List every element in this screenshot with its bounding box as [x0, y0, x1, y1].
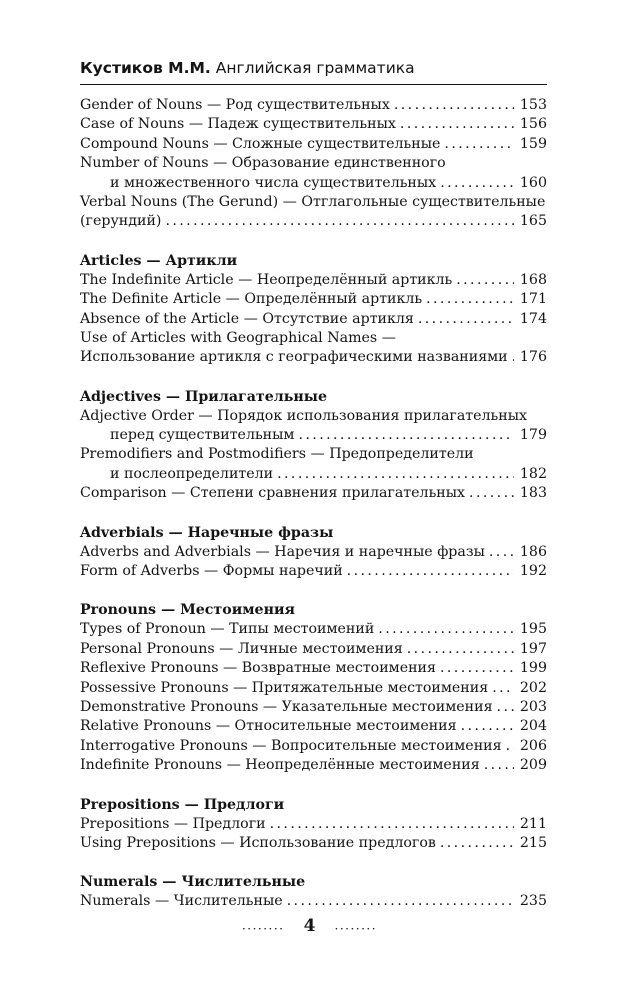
toc-entry-title: Adverbs and Adverbials — Наречия и наречные фразы — [80, 543, 485, 560]
section-heading: Articles — Артикли — [80, 252, 238, 269]
toc-entry-title: Comparison — Степени сравнения прилагательных — [80, 485, 466, 502]
toc-page-number: 195 — [519, 621, 547, 638]
toc-entry-line — [80, 834, 547, 853]
table-of-contents — [80, 96, 547, 931]
toc-entry-title: Interrogative Pronouns — Вопросительные местоимения — [80, 737, 502, 754]
dot-leader — [294, 426, 513, 445]
dot-leader — [457, 717, 514, 736]
toc-entry-title: Absence of the Article — Отсутствие артикля — [80, 310, 414, 327]
toc-page-number: 235 — [519, 893, 547, 910]
toc-entry — [80, 717, 547, 736]
section-heading: Prepositions — Предлоги — [80, 796, 285, 813]
dot-leader — [374, 620, 514, 639]
section-heading: Adverbials — Наречные фразы — [80, 524, 334, 541]
toc-entry — [80, 154, 547, 193]
toc-section — [80, 872, 547, 911]
toc-section — [80, 251, 547, 368]
toc-page-number: 209 — [519, 757, 547, 774]
toc-page-number: 153 — [519, 97, 547, 113]
toc-entry — [80, 135, 547, 154]
toc-section — [80, 795, 547, 854]
toc-entry — [80, 329, 547, 368]
toc-entry-line — [80, 329, 547, 348]
dot-leader — [283, 892, 514, 911]
toc-section — [80, 600, 547, 775]
toc-page-number: 183 — [519, 485, 547, 502]
toc-page-number: 211 — [519, 815, 547, 832]
dot-leader — [465, 484, 514, 503]
toc-entry-line — [80, 620, 547, 639]
toc-page-number: 202 — [519, 679, 547, 696]
toc-entry — [80, 834, 547, 853]
toc-entry-title: Possessive Pronouns — Притяжательные местоимения — [80, 679, 489, 696]
toc-entry-line — [80, 348, 547, 367]
toc-page-number: 176 — [519, 349, 547, 366]
toc-entry-title: Types of Pronoun — Типы местоимений — [80, 621, 375, 638]
toc-entry — [80, 543, 547, 562]
toc-entry-title: Number of Nouns — Образование единственного — [80, 155, 446, 172]
toc-page-number: 168 — [519, 271, 547, 288]
toc-entry — [80, 445, 547, 484]
dot-leader — [436, 659, 514, 678]
toc-entry-line — [80, 407, 547, 426]
toc-entry-line — [80, 679, 547, 698]
toc-entry-line — [80, 445, 547, 464]
toc-entry-line — [80, 96, 547, 115]
dot-leader — [266, 815, 514, 834]
toc-page-number: 174 — [519, 310, 547, 327]
toc-page-number: 171 — [519, 291, 547, 308]
toc-entry-line — [80, 815, 547, 834]
toc-entry-title: и множественного числа существительных — [110, 174, 437, 191]
toc-entry-title: и послеопределители — [110, 465, 274, 482]
toc-entry-title: Relative Pronouns — Относительные местоимения — [80, 718, 457, 735]
toc-page-number: 186 — [519, 543, 547, 560]
dot-leader — [343, 562, 514, 581]
toc-entry — [80, 659, 547, 678]
toc-entry — [80, 193, 547, 232]
toc-page-number: 179 — [519, 427, 547, 444]
dot-leader — [396, 115, 514, 134]
toc-entry-line — [80, 310, 547, 329]
toc-entry-title: Indefinite Pronouns — Неопределённые местоимения — [80, 757, 480, 774]
dot-leader — [485, 543, 514, 562]
toc-entry-title: Adjective Order — Порядок использования прилагательных — [80, 407, 528, 424]
toc-page-number: 160 — [519, 174, 547, 191]
toc-entry-line — [80, 717, 547, 736]
toc-page-number: 159 — [519, 135, 547, 152]
toc-entry-title: Reflexive Pronouns — Возвратные местоимения — [80, 660, 436, 677]
dot-leader — [488, 679, 514, 698]
toc-entry-line — [80, 271, 547, 290]
toc-section — [80, 523, 547, 582]
running-header — [80, 58, 548, 78]
toc-entry-line — [80, 212, 547, 231]
toc-entry — [80, 815, 547, 834]
toc-entry — [80, 407, 547, 446]
footer-ornament-right: ........ — [334, 918, 378, 933]
toc-entry-title: Using Prepositions — Использование предлогов — [80, 834, 436, 851]
toc-entry-title: Gender of Nouns — Род существительных — [80, 97, 390, 113]
toc-entry-title: Premodifiers and Postmodifiers — Предопределители — [80, 446, 474, 463]
dot-leader — [493, 698, 514, 717]
toc-entry-title: Personal Pronouns — Личные местоимения — [80, 640, 403, 657]
toc-entry — [80, 756, 547, 775]
toc-entry — [80, 484, 547, 503]
toc-page-number: 182 — [519, 465, 547, 482]
toc-page-number: 206 — [519, 737, 547, 754]
toc-entry-title: Demonstrative Pronouns — Указательные местоимения — [80, 698, 493, 715]
dot-leader — [390, 96, 514, 115]
page-number: 4 — [303, 915, 316, 936]
toc-entry-line — [80, 154, 547, 173]
toc-entry-line — [80, 892, 547, 911]
toc-entry — [80, 737, 547, 756]
toc-entry-title: перед существительным — [110, 427, 295, 444]
toc-entry — [80, 271, 547, 290]
toc-page-number: 192 — [519, 563, 547, 580]
toc-page-number: 215 — [519, 834, 547, 851]
toc-entry-line — [80, 698, 547, 717]
toc-entry-line — [80, 426, 547, 445]
page-footer — [0, 915, 619, 936]
toc-entry-line — [80, 484, 547, 503]
footer-ornament-left: ........ — [241, 918, 285, 933]
author-name: Кустиков М.М. — [80, 59, 211, 77]
toc-entry-line — [80, 174, 547, 193]
section-heading: Adjectives — Прилагательные — [80, 388, 327, 405]
dot-leader — [452, 271, 514, 290]
dot-leader — [440, 135, 513, 154]
toc-entry-title: Prepositions — Предлоги — [80, 815, 266, 832]
toc-entry-title: Использование артикля с географическими названиями — [80, 349, 508, 366]
dot-leader — [403, 640, 514, 659]
toc-page-number: 156 — [519, 116, 547, 133]
toc-page-number: 204 — [519, 718, 547, 735]
toc-entry — [80, 290, 547, 309]
toc-entry — [80, 892, 547, 911]
toc-entry-line — [80, 465, 547, 484]
toc-page-number: 197 — [519, 640, 547, 657]
dot-leader — [508, 348, 514, 367]
header-rule — [80, 84, 547, 85]
toc-entry-line — [80, 135, 547, 154]
dot-leader — [273, 465, 514, 484]
toc-entry-title: Use of Articles with Geographical Names — — [80, 329, 396, 346]
toc-entry-line — [80, 640, 547, 659]
toc-page-number: 199 — [519, 660, 547, 677]
dot-leader — [422, 290, 514, 309]
toc-section — [80, 387, 547, 504]
book-title: Английская грамматика — [215, 59, 415, 77]
toc-entry-title: (герундий) — [80, 213, 162, 230]
dot-leader — [161, 212, 513, 231]
section-heading: Pronouns — Местоимения — [80, 602, 295, 619]
toc-entry-title: The Indefinite Article — Неопределённый артикль — [80, 271, 453, 288]
toc-entry-line — [80, 290, 547, 309]
toc-entry-line — [80, 193, 547, 212]
toc-page-number: 165 — [519, 213, 547, 230]
section-heading: Numerals — Числительные — [80, 874, 306, 891]
toc-entry-line — [80, 562, 547, 581]
toc-entry — [80, 115, 547, 134]
toc-entry — [80, 698, 547, 717]
toc-entry — [80, 620, 547, 639]
toc-entry — [80, 310, 547, 329]
toc-section — [80, 96, 547, 232]
toc-entry-title: Case of Nouns — Падеж существительных — [80, 116, 396, 133]
dot-leader — [502, 737, 514, 756]
toc-entry — [80, 679, 547, 698]
toc-entry-title: Compound Nouns — Сложные существительные — [80, 135, 441, 152]
toc-entry — [80, 562, 547, 581]
toc-entry-line — [80, 737, 547, 756]
dot-leader — [436, 834, 514, 853]
dot-leader — [414, 310, 514, 329]
toc-entry-title: Verbal Nouns (The Gerund) — Отглагольные существительные — [80, 193, 546, 210]
toc-entry-title: Numerals — Числительные — [80, 893, 283, 910]
toc-entry-line — [80, 756, 547, 775]
toc-entry-title: The Definite Article — Определённый артикль — [80, 291, 423, 308]
toc-entry — [80, 640, 547, 659]
toc-entry-line — [80, 659, 547, 678]
dot-leader — [436, 174, 514, 193]
toc-entry — [80, 96, 547, 115]
toc-entry-line — [80, 115, 547, 134]
toc-entry-line — [80, 543, 547, 562]
toc-entry-title: Form of Adverbs — Формы наречий — [80, 563, 343, 580]
toc-page-number: 203 — [519, 698, 547, 715]
dot-leader — [480, 756, 514, 775]
